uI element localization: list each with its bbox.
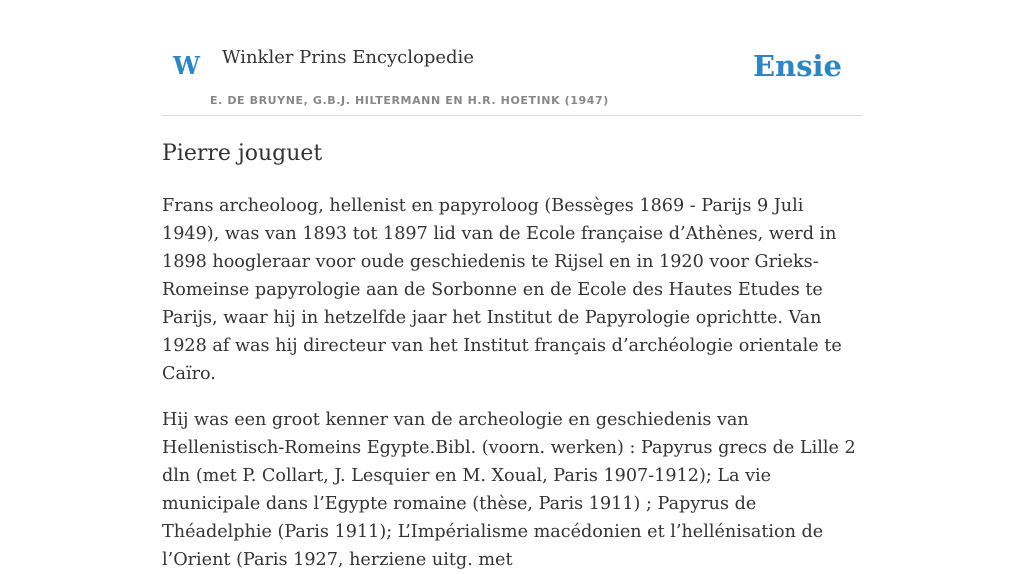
article-title: Pierre jouguet <box>162 141 323 166</box>
article <box>162 138 862 574</box>
article-paragraph: Frans archeoloog, hellenist en papyroloog (Bessèges 1869 - Parijs 9 Juli 1949), was van 1893 tot 1897 lid van de Ecole française d’Athènes, werd in 1898 hoogleraar voor oude geschiedenis te Rijsel en in 1920 voor Grieks-Romeinse papyrologie aan de Sorbonne en de Ecole des Hautes Etudes te Parijs, waar hij in hetzelfde jaar het Institut de Papyrologie oprichtte. Van 1928 af was hij directeur van het Institut français d’archéologie orientale te Caïro. <box>162 196 842 384</box>
source-title[interactable]: Winkler Prins Encyclopedie <box>222 47 474 68</box>
source-authors: E. DE BRUYNE, G.B.J. HILTERMANN EN H.R. HOETINK (1947) <box>210 94 609 107</box>
winkler-prins-logo[interactable]: W <box>173 51 200 80</box>
article-paragraph: Hij was een groot kenner van de archeologie en geschiedenis van Hellenistisch-Romeins Egypte.Bibl. (voorn. werken) : Papyrus grecs de Lille 2 dln (met P. Collart, J. Lesquier en M. Xoual, Paris 1907-1912); La vie municipale dans l’Egypte romaine (thèse, Paris 1911) ; Papyrus de Théadelphie (Paris 1911); L’Impérialisme macédonien et l’hellénisation de l’Orient (Paris 1927, herziene uitg. met <box>162 410 856 570</box>
site-header <box>162 40 862 116</box>
ensie-logo[interactable]: Ensie <box>753 49 842 83</box>
